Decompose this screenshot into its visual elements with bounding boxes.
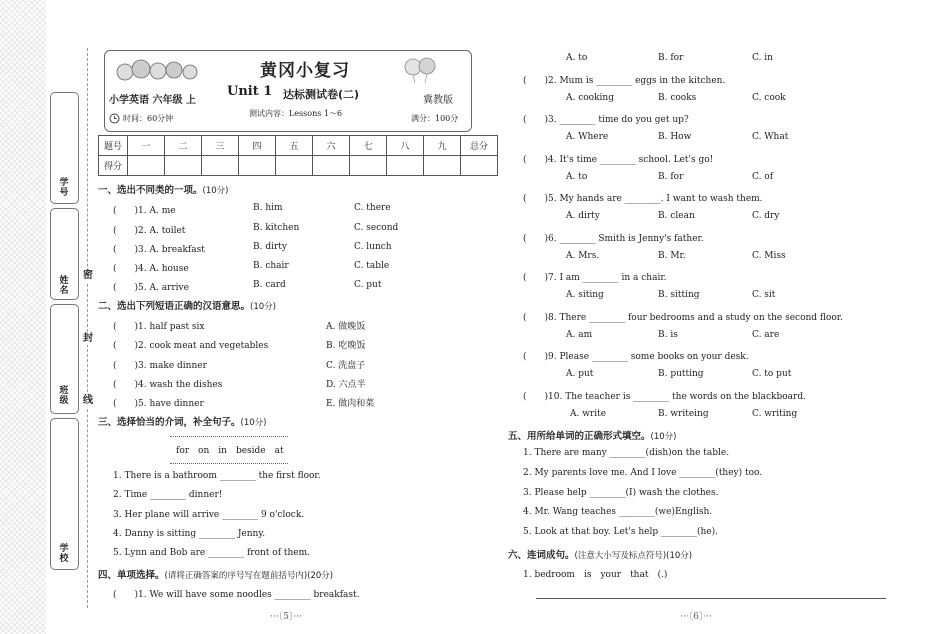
score-table-blank-row bbox=[99, 156, 498, 176]
sec4-q5-c: C. dry bbox=[752, 211, 780, 221]
word-bank-box bbox=[170, 436, 288, 464]
sec3-q4: 4. Danny is sitting ________ Jenny. bbox=[113, 529, 266, 539]
subject-grade: 小学英语 六年级 上 bbox=[109, 95, 196, 106]
section-3-title: 三、选择恰当的介词，补全句子。(10分) bbox=[98, 417, 267, 428]
sec4-q4-a: A. to bbox=[566, 172, 588, 182]
sec1-q1-b: B. him bbox=[253, 203, 283, 213]
sec1-q3-b: B. dirty bbox=[253, 242, 287, 252]
sec6-q1: 1. bedroom is your that (.) bbox=[523, 570, 668, 580]
section-4-title: 四、单项选择。(请将正确答案的序号写在题前括号内)(20分) bbox=[98, 570, 334, 581]
score-cell: 七 bbox=[350, 136, 387, 156]
sec4-q8-c: C. are bbox=[752, 330, 780, 340]
full-score: 满分：100分 bbox=[411, 114, 459, 123]
sec5-q5: 5. Look at that boy. Let's help ________(he). bbox=[523, 527, 718, 537]
sec3-q5: 5. Lynn and Bob are ________ front of them. bbox=[113, 548, 311, 558]
sec4-q3-b: B. How bbox=[658, 132, 692, 142]
sec4-q8: ( )8. There ________ four bedrooms and a study on the second floor. bbox=[523, 313, 843, 323]
score-blank[interactable] bbox=[128, 156, 165, 176]
sec5-q1: 1. There are many ________(dish)on the table. bbox=[523, 448, 730, 458]
sec1-q4-b: B. chair bbox=[253, 261, 289, 271]
sec2-q5: ( )5. have dinner bbox=[113, 399, 204, 409]
sec4-q6: ( )6. ________ Smith is Jenny's father. bbox=[523, 234, 704, 244]
sec5-q3: 3. Please help ________(I) wash the clothes. bbox=[523, 488, 719, 498]
score-cell: 一 bbox=[128, 136, 165, 156]
sec2-q2: ( )2. cook meat and vegetables bbox=[113, 341, 269, 351]
sec4-q1-a: A. to bbox=[566, 53, 588, 63]
sec4-q5: ( )5. My hands are ________. I want to wash them. bbox=[523, 194, 763, 204]
kids-illustration-icon bbox=[113, 57, 201, 83]
sec4-q5-b: B. clean bbox=[658, 211, 695, 221]
score-cell: 题号 bbox=[99, 136, 128, 156]
sec4-q7-a: A. siting bbox=[566, 290, 604, 300]
score-blank[interactable] bbox=[276, 156, 313, 176]
sec4-q8-a: A. am bbox=[566, 330, 593, 340]
edition-label: 冀教版 bbox=[423, 95, 453, 106]
sec1-q4: ( )4. A. house bbox=[113, 264, 189, 274]
sec1-q5-b: B. card bbox=[253, 280, 286, 290]
sec4-q2-b: B. cooks bbox=[658, 93, 697, 103]
time-limit: 时间：60分钟 bbox=[123, 114, 174, 123]
sec4-q3-c: C. What bbox=[752, 132, 789, 142]
sec4-q1: ( )1. We will have some noodles ________ breakfast. bbox=[113, 590, 360, 600]
sec4-q6-a: A. Mrs. bbox=[566, 251, 600, 261]
sec1-q5: ( )5. A. arrive bbox=[113, 283, 189, 293]
score-cell: 九 bbox=[424, 136, 461, 156]
sec4-q10-c: C. writing bbox=[752, 409, 798, 419]
score-cell: 二 bbox=[165, 136, 202, 156]
sec4-q1-c: C. in bbox=[752, 53, 773, 63]
sec4-q7-b: B. sitting bbox=[658, 290, 700, 300]
exam-header bbox=[104, 50, 472, 132]
seal-char-feng: 封 bbox=[83, 333, 93, 344]
sec4-q1-b: B. for bbox=[658, 53, 684, 63]
score-cell: 总分 bbox=[461, 136, 498, 156]
score-table-header-row bbox=[99, 136, 498, 156]
score-blank[interactable] bbox=[461, 156, 498, 176]
section-5-title: 五、用所给单词的正确形式填空。(10分) bbox=[508, 431, 677, 442]
sec4-q9-a: A. put bbox=[566, 369, 594, 379]
sec4-q4-b: B. for bbox=[658, 172, 684, 182]
sec4-q7-c: C. sit bbox=[752, 290, 776, 300]
score-blank[interactable] bbox=[350, 156, 387, 176]
sec1-q3: ( )3. A. breakfast bbox=[113, 245, 205, 255]
sec4-q10: ( )10. The teacher is ________ the words on the blackboard. bbox=[523, 392, 806, 402]
sec4-q6-c: C. Miss bbox=[752, 251, 786, 261]
page-number-right: ···〔6〕··· bbox=[680, 612, 712, 622]
sec4-q2: ( )2. Mum is ________ eggs in the kitchen. bbox=[523, 76, 726, 86]
score-blank[interactable] bbox=[239, 156, 276, 176]
sec4-q9: ( )9. Please ________ some books on your desk. bbox=[523, 352, 749, 362]
score-cell: 五 bbox=[276, 136, 313, 156]
sec3-q2: 2. Time ________ dinner! bbox=[113, 490, 223, 500]
sec2-q1: ( )1. half past six bbox=[113, 322, 205, 332]
sec2-c: C. 洗盘子 bbox=[326, 361, 366, 371]
sec4-q3-a: A. Where bbox=[566, 132, 609, 142]
sec2-q4: ( )4. wash the dishes bbox=[113, 380, 223, 390]
sec1-q3-c: C. lunch bbox=[354, 242, 392, 252]
sec4-q7: ( )7. I am ________ in a chair. bbox=[523, 273, 667, 283]
balloons-icon bbox=[401, 57, 441, 83]
test-content: 测试内容：Lessons 1～6 bbox=[249, 109, 343, 118]
score-cell: 六 bbox=[313, 136, 350, 156]
sec4-q5-a: A. dirty bbox=[566, 211, 600, 221]
sec1-q4-c: C. table bbox=[354, 261, 390, 271]
sec2-d: D. 六点半 bbox=[326, 380, 366, 390]
sec4-q4-c: C. of bbox=[752, 172, 774, 182]
sec1-q2-b: B. kitchen bbox=[253, 223, 300, 233]
student-id-label: 学号 bbox=[59, 178, 69, 198]
sec4-q10-a: A. write bbox=[570, 409, 607, 419]
sec4-q2-a: A. cooking bbox=[566, 93, 614, 103]
section-1-title: 一、选出不同类的一项。(10分) bbox=[98, 185, 229, 196]
score-blank[interactable] bbox=[387, 156, 424, 176]
score-table bbox=[98, 135, 498, 176]
brand-logo: 黄冈小复习 bbox=[260, 61, 350, 81]
sec4-q4: ( )4. It's time ________ school. Let's go! bbox=[523, 155, 714, 165]
section-2-title: 二、选出下列短语正确的汉语意思。(10分) bbox=[98, 301, 276, 312]
sec1-q1: ( )1. A. me bbox=[113, 206, 176, 216]
sec5-q4: 4. Mr. Wang teaches ________(we)English. bbox=[523, 507, 713, 517]
sec1-q5-c: C. put bbox=[354, 280, 382, 290]
sec2-b: B. 吃晚饭 bbox=[326, 341, 366, 351]
sec2-q3: ( )3. make dinner bbox=[113, 361, 207, 371]
sec4-q3: ( )3. ________ time do you get up? bbox=[523, 115, 689, 125]
sec1-q2: ( )2. A. toilet bbox=[113, 226, 186, 236]
sec3-q3: 3. Her plane will arrive ________ 9 o'clock. bbox=[113, 510, 305, 520]
test-title: 达标测试卷(二) bbox=[283, 88, 360, 101]
answer-line[interactable] bbox=[536, 598, 886, 599]
score-cell: 四 bbox=[239, 136, 276, 156]
score-blank[interactable] bbox=[165, 156, 202, 176]
sec2-a: A. 做晚饭 bbox=[326, 322, 366, 332]
sec4-q8-b: B. is bbox=[658, 330, 678, 340]
sec1-q1-c: C. there bbox=[354, 203, 391, 213]
unit-label: Unit 1 bbox=[227, 84, 273, 99]
sec4-q10-b: B. writeing bbox=[658, 409, 709, 419]
school-label: 学校 bbox=[59, 544, 69, 564]
sec2-e: E. 做肉和菜 bbox=[326, 399, 375, 409]
cut-line bbox=[87, 48, 88, 608]
sec4-q2-c: C. cook bbox=[752, 93, 786, 103]
page-number-left: ···〔5〕··· bbox=[270, 612, 302, 622]
seal-char-xian: 线 bbox=[83, 395, 93, 406]
word-bank: for on in beside at bbox=[176, 446, 284, 456]
score-cell: 三 bbox=[202, 136, 239, 156]
name-label: 姓名 bbox=[59, 276, 69, 296]
score-blank[interactable] bbox=[202, 156, 239, 176]
clock-icon bbox=[109, 113, 120, 124]
score-blank[interactable] bbox=[424, 156, 461, 176]
seal-char-mi: 密 bbox=[83, 270, 93, 281]
section-6-title: 六、连词成句。(注意大小写及标点符号)(10分) bbox=[508, 550, 693, 561]
class-label: 班级 bbox=[59, 386, 69, 406]
score-blank[interactable] bbox=[313, 156, 350, 176]
sec5-q2: 2. My parents love me. And I love ________(they) too. bbox=[523, 468, 763, 478]
sec4-q6-b: B. Mr. bbox=[658, 251, 686, 261]
score-cell: 八 bbox=[387, 136, 424, 156]
sec4-q9-c: C. to put bbox=[752, 369, 792, 379]
sec4-q9-b: B. putting bbox=[658, 369, 704, 379]
sec1-q2-c: C. second bbox=[354, 223, 399, 233]
binding-strip-pattern bbox=[0, 0, 46, 634]
sec3-q1: 1. There is a bathroom ________ the first floor. bbox=[113, 471, 321, 481]
score-row-label: 得分 bbox=[99, 156, 128, 176]
